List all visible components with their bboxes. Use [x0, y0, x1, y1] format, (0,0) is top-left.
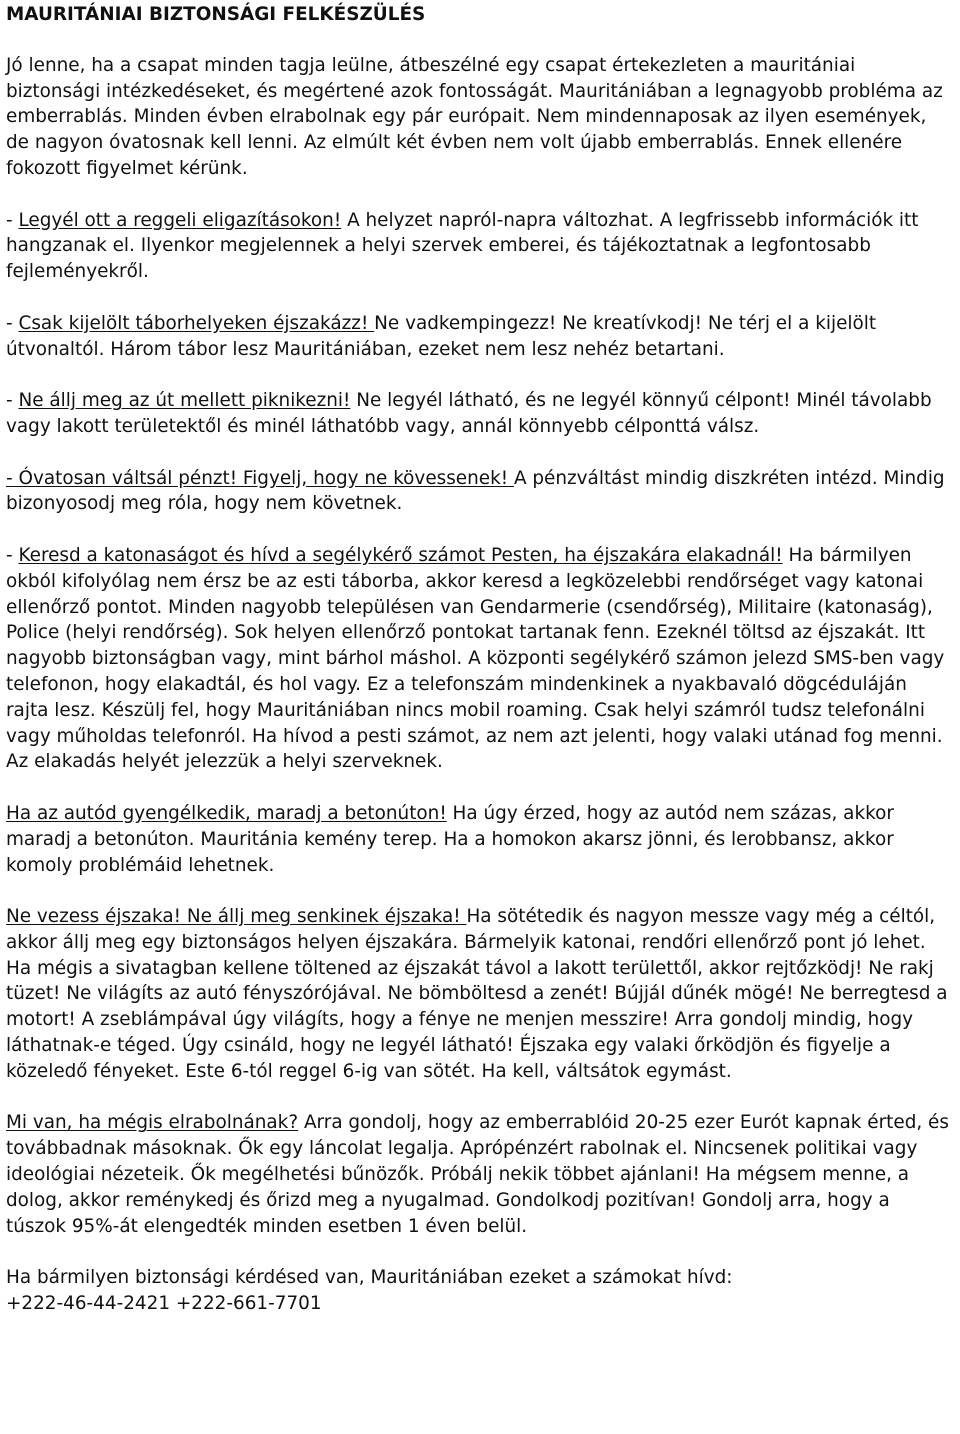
section-heading: Csak kijelölt táborhelyeken éjszakázz! [18, 312, 375, 334]
section-heading: - Óvatosan váltsál pénzt! Figyelj, hogy ne kövessenek! [6, 467, 514, 489]
section-prefix: - [6, 312, 19, 334]
section-briefings [6, 208, 954, 285]
phone-numbers: +222-46-44-2421 +222-661-7701 [6, 1293, 322, 1315]
section-heading: Ne vezess éjszaka! Ne állj meg senkinek éjszaka! [6, 906, 467, 928]
section-body: Ha bármilyen okból kifolyólag nem érsz be az esti táborba, akkor keresd a legközelebbi rendőrséget vagy katonai ellenőrző pontot. Minden nagyobb településen van Gendarmerie (csendőrség), Militaire (katonaság), Police (helyi rendőrség). Sok helyen ellenőrző pontokat tartanak fenn. Ezeknél töltsd az éjszakát. Itt nagyobb biztonságban vagy, mint bárhol máshol. A központi segélykérő számon jelezd SMS-ben vagy telefonon, hogy elakadtál, és hol vagy. Ez a telefonszám mindenkinek a nyakbavaló dögcéduláján rajta lesz. Készülj fel, hogy Mauritániában nincs mobil roaming. Csak helyi számról tudsz telefonálni vagy műholdas telefonról. Ha hívod a pesti számot, az nem azt jelenti, hogy valaki utánad fog menni. Az elakadás helyét jelezzük a helyi szerveknek. [6, 544, 945, 773]
section-kidnapping [6, 1110, 954, 1239]
document [6, 2, 954, 1317]
section-body: Ha úgy érzed, hogy az autód nem százas, akkor maradj a betonúton. Mauritánia kemény terep. Ha a homokon akarsz jönni, és lerobbansz, akkor komoly problémáid lehetnek. [6, 802, 894, 876]
section-no-picnic [6, 388, 954, 440]
section-campsites [6, 311, 954, 363]
closing-paragraph: Ha bármilyen biztonsági kérdésed van, Mauritániában ezeket a számokat hívd: [6, 1267, 733, 1289]
section-prefix: - [6, 390, 19, 412]
section-military-help [6, 543, 954, 775]
section-body: Ne legyél látható, és ne legyél könnyű célpont! Minél távolabb vagy lakott területektől és minél láthatóbb vagy, annál könnyebb célponttá válsz. [6, 390, 932, 437]
section-prefix: - [6, 209, 19, 231]
section-body: A helyzet napról-napra változhat. A legfrissebb információk itt hangzanak el. Ilyenkor megjelennek a helyi szervek emberei, és tájékoztatnak a legfontosabb fejleményekről. [6, 209, 919, 283]
section-body: Arra gondolj, hogy az emberrablóid 20-25 ezer Eurót kapnak érted, és továbbadnak másoknak. Ők egy láncolat legalja. Aprópénzért rabolnak el. Nincsenek politikai vagy ideológiai nézeteik. Ők megélhetési bűnözők. Próbálj nekik többet ajánlani! Ha mégsem menne, a dolog, akkor reménykedj és őrizd meg a nyugalmad. Gondolkodj pozitívan! Gondolj arra, hogy a túszok 95%-át elengedték minden esetben 1 éven belül. [6, 1112, 949, 1237]
section-car-trouble [6, 801, 954, 878]
section-money-exchange [6, 466, 954, 518]
section-body: A pénzváltást mindig diszkréten intézd. Mindig bizonyosodj meg róla, hogy nem követnek. [6, 467, 945, 515]
section-heading: Keresd a katonaságot és hívd a segélykérő számot Pesten, ha éjszakára elakadnál! [18, 544, 783, 566]
section-heading: Ha az autód gyengélkedik, maradj a betonúton! [6, 802, 447, 824]
document-title: MAURITÁNIAI BIZTONSÁGI FELKÉSZÜLÉS [6, 4, 426, 25]
section-body: Ha sötétedik és nagyon messze vagy még a céltól, akkor állj meg egy biztonságos helyen éjszakára. Bármelyik katonai, rendőri ellenőrző pont jó lehet. Ha mégis a sivatagban kellene töltened az éjszakát távol a lakott területtől, akkor rejtőzködj! Ne rakj tüzet! Ne világíts az autó fényszórójával. Ne bömböltesd a zenét! Bújjál dűnék mögé! Ne berregtesd a motort! A zseblámpával úgy világíts, hogy a fénye ne menjen messzire! Arra gondolj mindig, hogy láthatnak-e téged. Úgy csináld, hogy ne legyél látható! Éjszaka egy valaki őrködjön és figyelje a közeledő fényeket. Este 6-tól reggel 6-ig van sötét. Ha kell, váltsátok egymást. [6, 906, 948, 1082]
section-prefix: - [6, 544, 19, 566]
intro-paragraph: Jó lenne, ha a csapat minden tagja leülne, átbeszélné egy csapat értekezleten a mauritániai biztonsági intézkedéseket, és megértené azok fontosságát. Mauritániában a legnagyobb probléma az emberrablás. Minden évben elrabolnak egy pár európait. Nem mindennaposak az ilyen események, de nagyon óvatosnak kell lenni. Az elmúlt két évben nem volt újabb emberrablás. Ennek ellenére fokozott figyelmet kérünk. [6, 54, 943, 179]
section-body: Ne vadkempingezz! Ne kreatívkodj! Ne térj el a kijelölt útvonaltól. Három tábor lesz Mauritániában, ezeket nem lesz nehéz betartani. [6, 312, 877, 360]
section-night-driving [6, 904, 954, 1085]
section-heading: Ne állj meg az út mellett piknikezni! [18, 390, 351, 412]
section-heading: Legyél ott a reggeli eligazításokon! [18, 209, 342, 231]
section-heading: Mi van, ha mégis elrabolnának? [6, 1112, 299, 1134]
